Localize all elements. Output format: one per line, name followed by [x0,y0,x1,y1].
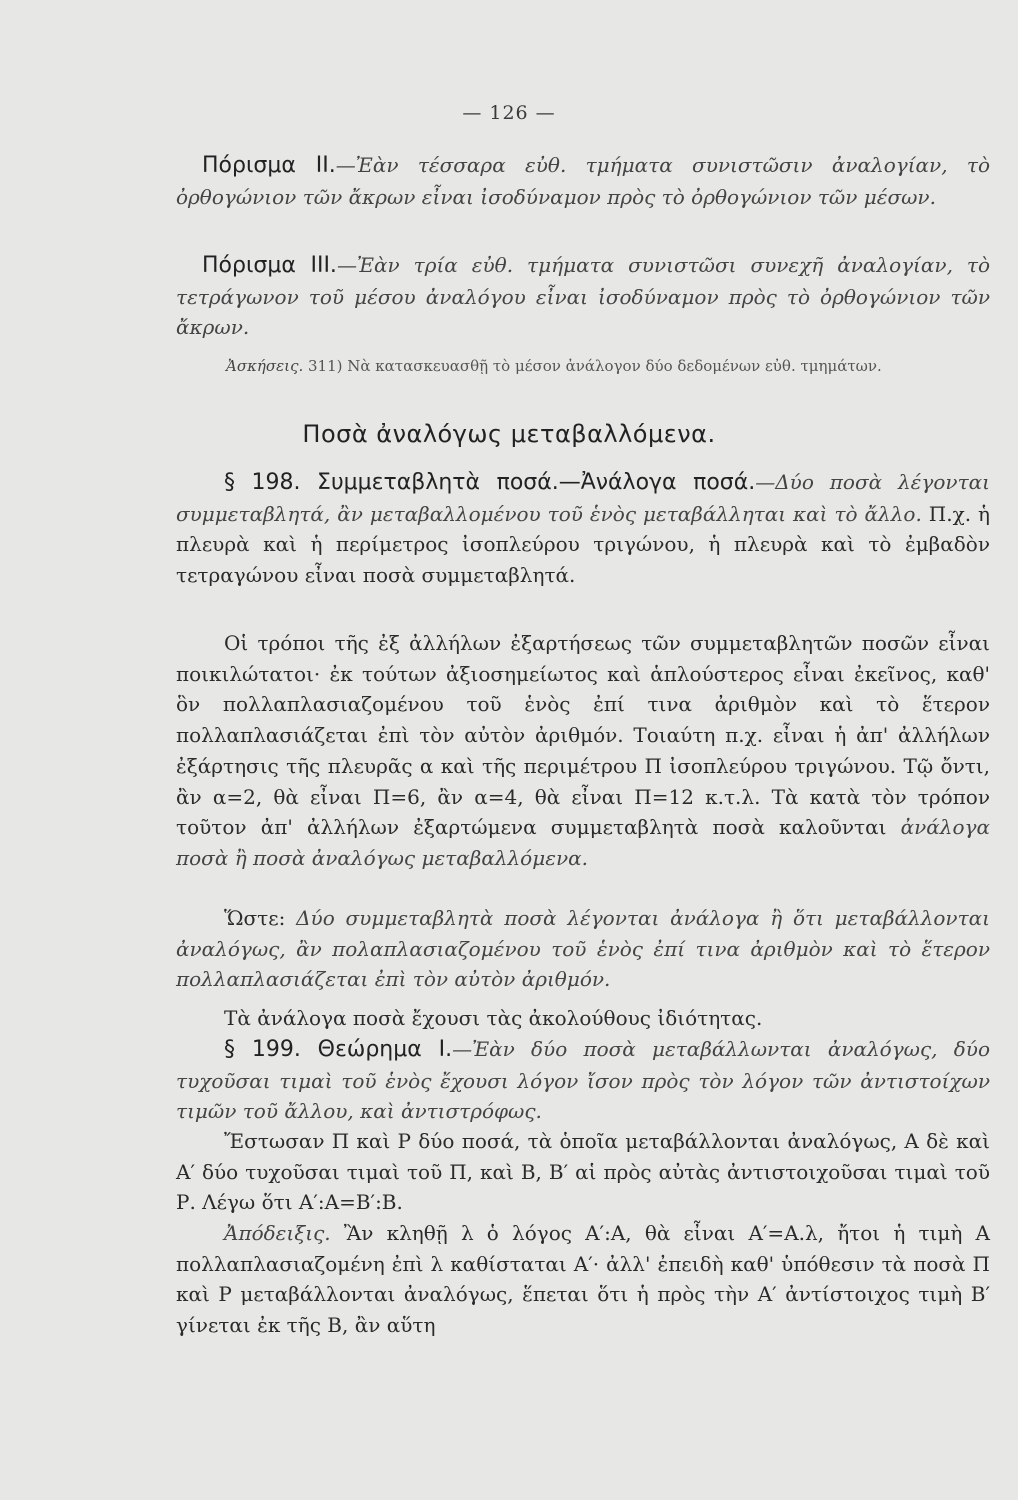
s199-label: § 199. Θεώρημα Ι. [224,1037,453,1062]
exercise [176,351,990,381]
s198-label: § 198. Συμμεταβλητὰ ποσά.—Ἀνάλογα ποσά. [224,470,756,495]
exercise-text: 311) Νὰ κατασκευασθῇ τὸ μέσον ἀνάλογον δύο δεδομένων εὐθ. τμημάτων. [308,357,882,375]
estosan-text: Ἔστωσαν Π καὶ Ρ δύο ποσά, τὰ ὁποῖα μεταβάλλονται ἀναλόγως, Α δὲ καὶ Α′ δύο τυχοῦσαι τιμαὶ τοῦ Π, καὶ Β, Β′ αἱ πρὸς αὐτὰς ἀντιστοιχοῦσαι τιμαὶ τοῦ Ρ. Λέγω ὅτι Α′:Α=Β′:Β. [176,1129,990,1215]
s199-theorem: —Ἐὰν δύο ποσὰ μεταβάλλωνται ἀναλόγως, δύο τυχοῦσαι τιμαὶ τοῦ ἑνὸς ἔχουσι λόγον ἴσον πρὸς τὸν λόγον τῶν ἀντιστοίχων τιμῶν τοῦ ἄλλου, καὶ ἀντιστρόφως. [176,1037,990,1124]
section-title: Ποσὰ ἀναλόγως μεταβαλλόμενα. [302,420,716,448]
s198-definition: —Δύο ποσὰ λέγονται συμμεταβλητά, ἂν μεταβαλλομένου τοῦ ἑνὸς μεταβάλληται καὶ τὸ ἄλλο. [176,470,990,526]
section-198 [176,467,990,591]
hoste-lead: Ὥστε: [224,906,286,930]
porisma-2 [176,150,990,212]
s198-text: Π.χ. ἡ πλευρὰ καὶ ἡ περίμετρος ἰσοπλεύρου τριγώνου, ἡ πλευρὰ καὶ τὸ ἐμβαδὸν τετραγώνου εἶναι ποσὰ συμμεταβλητά. [176,501,991,588]
apodeixis-text: Ἂν κληθῇ λ ὁ λόγος Α′:Α, θὰ εἶναι Α′=Α.λ, ἤτοι ἡ τιμὴ Α πολλαπλασιαζομένη ἐπὶ λ καθίσταται Α′· ἀλλ' ἐπειδὴ καθ' ὑπόθεσιν τὰ ποσὰ Π καὶ Ρ μεταβάλλονται ἀναλόγως, ἕπεται ὅτι ἡ πρὸς τὴν Α′ ἀντίστοιχος τιμὴ Β′ γίνεται ἐκ τῆς Β, ἂν αὕτη [176,1221,990,1338]
paragraph-estosan [176,1126,990,1218]
hoste-definition: Δύο συμμεταβλητὰ ποσὰ λέγονται ἀνάλογα ἢ ὅτι μεταβάλλονται ἀναλόγως, ἂν πολαπλασιαζομένου τοῦ ἑνὸς ἐπί τινα ἀριθμὸν καὶ τὸ ἕτερον πολλαπλασιάζεται ἐπὶ τὸν αὐτὸν ἀριθμόν. [176,906,991,992]
tropoi-text: Οἱ τρόποι τῆς ἐξ ἀλλήλων ἐξαρτήσεως τῶν συμμεταβλητῶν ποσῶν εἶναι ποικιλώτατοι· ἐκ τούτων ἀξιοσημείωτος καὶ ἁπλούστερος εἶναι ἐκεῖνος, καθ' ὃν πολλαπλασιαζομένου τοῦ ἑνὸς ἐπί τινα ἀριθμὸν καὶ τὸ ἕτερον πολλαπλασιάζεται ἐπὶ τὸν αὐτὸν ἀριθμόν. Τοιαύτη π.χ. εἶναι ἡ ἀπ' ἀλλήλων ἐξάρτησις τῆς πλευρᾶς α καὶ τῆς περιμέτρου Π ἰσοπλεύρου τριγώνου. Τῷ ὄντι, ἂν α=2, θὰ εἶναι Π=6, ἂν α=4, θὰ εἶναι Π=12 κ.τ.λ. Τὰ κατὰ τὸν τρόπον τοῦτον ἀπ' ἀλλήλων ἐξαρτώμενα συμμεταβλητὰ ποσὰ καλοῦνται [176,631,990,840]
porisma-2-label: Πόρισμα ΙΙ. [202,153,336,178]
paragraph-apodeixis [176,1218,990,1341]
exercise-label: Ἀσκήσεις. [226,357,304,375]
porisma-3 [176,250,990,343]
apodeixis-label: Ἀπόδειξις. [224,1221,331,1245]
paragraph-idiotites [176,1003,990,1034]
paragraph-tropoi [176,628,990,874]
page-number: — 126 — [462,102,556,124]
section-199 [176,1034,990,1127]
idiotites-text: Τὰ ἀνάλογα ποσὰ ἔχουσι τὰς ἀκολούθους ἰδιότητας. [224,1006,763,1030]
tropoi-italic: ἀνάλογα ποσὰ ἢ ποσὰ ἀναλόγως μεταβαλλόμενα. [176,815,990,870]
porisma-3-label: Πόρισμα ΙΙΙ. [202,253,337,278]
paragraph-hoste [176,903,990,995]
porisma-2-text: —Ἐὰν τέσσαρα εὐθ. τμήματα συνιστῶσιν ἀναλογίαν, τὸ ὀρθογώνιον τῶν ἄκρων εἶναι ἰσοδύναμον πρὸς τὸ ὀρθογώνιον τῶν μέσων. [176,153,990,209]
porisma-3-text: —Ἐὰν τρία εὐθ. τμήματα συνιστῶσι συνεχῆ ἀναλογίαν, τὸ τετράγωνον τοῦ μέσου ἀναλόγου εἶναι ἰσοδύναμον πρὸς τὸ ὀρθογώνιον τῶν ἄκρων. [176,253,991,340]
